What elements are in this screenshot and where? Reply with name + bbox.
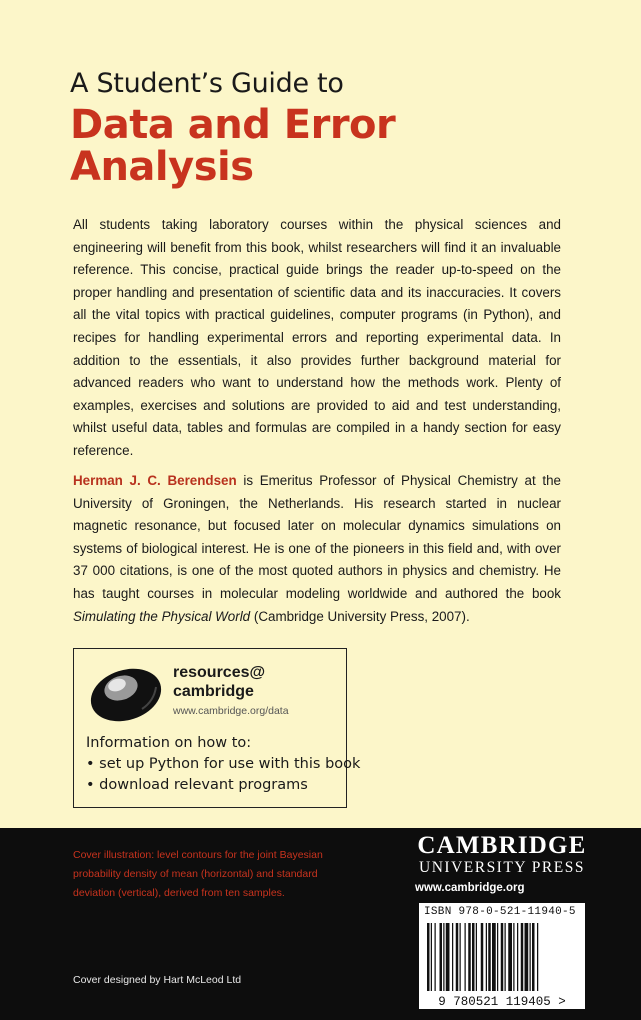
author-name: Herman J. C. Berendsen: [73, 473, 237, 488]
barcode-bar: [452, 923, 453, 991]
publisher-logo: [412, 828, 592, 894]
barcode-bar: [537, 923, 538, 991]
bio-book-title: Simulating the Physical World: [73, 608, 251, 624]
barcode: [419, 903, 585, 1009]
barcode-bar: [517, 923, 518, 991]
cover-illustration-credit: Cover illustration: level contours for the joint Bayesian probability density of mean (horizontal) and standard deviation (vertical), derived from ten samples.: [73, 849, 323, 899]
barcode-bar: [492, 923, 496, 991]
publisher-press: UNIVERSITY PRESS: [419, 859, 585, 876]
barcode-bar: [530, 923, 531, 991]
bio-text-1: is Emeritus Professor of Physical Chemistry at the University of Groningen, the Netherlands. His research started in nuclear magnetic resonance, but focused later on molecular dynamics simulations on systems of biological interest. He is one of the pioneers in this field and, with over 37 000 citations, is one of the most quoted authors in physics and chemistry. He has taught courses in molecular modeling worldwide and authored the book: [73, 473, 561, 601]
book-description: All students taking laboratory courses within the physical sciences and engineering will benefit from this book, whilst researchers will find it an invaluable reference. This concise, practical guide brings the reader up-to-speed on the proper handling and presentation of scientific data and its inaccuracies. It covers all the vital topics with practical guidelines, computer programs (in Python), and recipes for handling experimental errors and reporting experimental data. In addition to the essentials, it also provides further background material for advanced readers who want to understand how the methods work. Plenty of examples, exercises and solutions are provided to aid and test understanding, whilst useful data, tables and formulas are compiled in a handy section for easy reference.: [73, 217, 561, 458]
barcode-bars-icon: [419, 921, 585, 1009]
bio-text-2: (Cambridge University Press, 2007).: [250, 608, 470, 624]
publisher-name: CAMBRIDGE: [417, 832, 587, 859]
resources-info-item: • download relevant programs: [86, 777, 308, 793]
barcode-bar: [532, 923, 535, 991]
barcode-bar: [443, 923, 444, 991]
isbn-label: ISBN 978-0-521-11940-5: [424, 906, 576, 918]
barcode-bar: [497, 923, 498, 991]
barcode-bar: [486, 923, 487, 991]
resources-url: www.cambridge.org/data: [173, 705, 289, 717]
barcode-bar: [501, 923, 504, 991]
resources-box: [73, 648, 361, 808]
book-title-line-2: Analysis: [70, 144, 254, 190]
resources-info: [86, 733, 361, 796]
book-title-line-1: Data and Error: [70, 102, 396, 148]
resources-logo-icon: [86, 661, 164, 725]
resources-title: [173, 663, 265, 701]
resources-title-line-1: resources@: [173, 664, 266, 681]
barcode-bar: [435, 923, 436, 991]
barcode-bar: [460, 923, 461, 991]
barcode-bar: [440, 923, 443, 991]
resources-info-item: • set up Python for use with this book: [86, 756, 361, 772]
barcode-bar: [521, 923, 524, 991]
barcode-bar: [525, 923, 529, 991]
author-bio: [73, 470, 561, 628]
barcode-digits: 9 780521 119405 >: [438, 995, 566, 1009]
barcode-bar: [427, 923, 430, 991]
book-title: [70, 104, 395, 188]
barcode-bar: [456, 923, 459, 991]
resources-title-line-2: cambridge: [173, 683, 254, 700]
back-cover-footer: [0, 828, 641, 1020]
barcode-bar: [431, 923, 432, 991]
cover-designer-credit: Cover designed by Hart McLeod Ltd: [73, 974, 242, 986]
title-prefix: A Student’s Guide to: [70, 68, 344, 99]
barcode-bar: [481, 923, 484, 991]
barcode-bar: [468, 923, 471, 991]
barcode-bar: [513, 923, 514, 991]
resources-info-heading: Information on how to:: [86, 735, 252, 751]
barcode-bar: [472, 923, 475, 991]
barcode-bar: [508, 923, 512, 991]
barcode-bar: [488, 923, 491, 991]
barcode-bar: [505, 923, 506, 991]
barcode-bar: [465, 923, 466, 991]
barcode-bar: [476, 923, 477, 991]
publisher-url: www.cambridge.org: [415, 882, 525, 894]
barcode-bar: [446, 923, 450, 991]
